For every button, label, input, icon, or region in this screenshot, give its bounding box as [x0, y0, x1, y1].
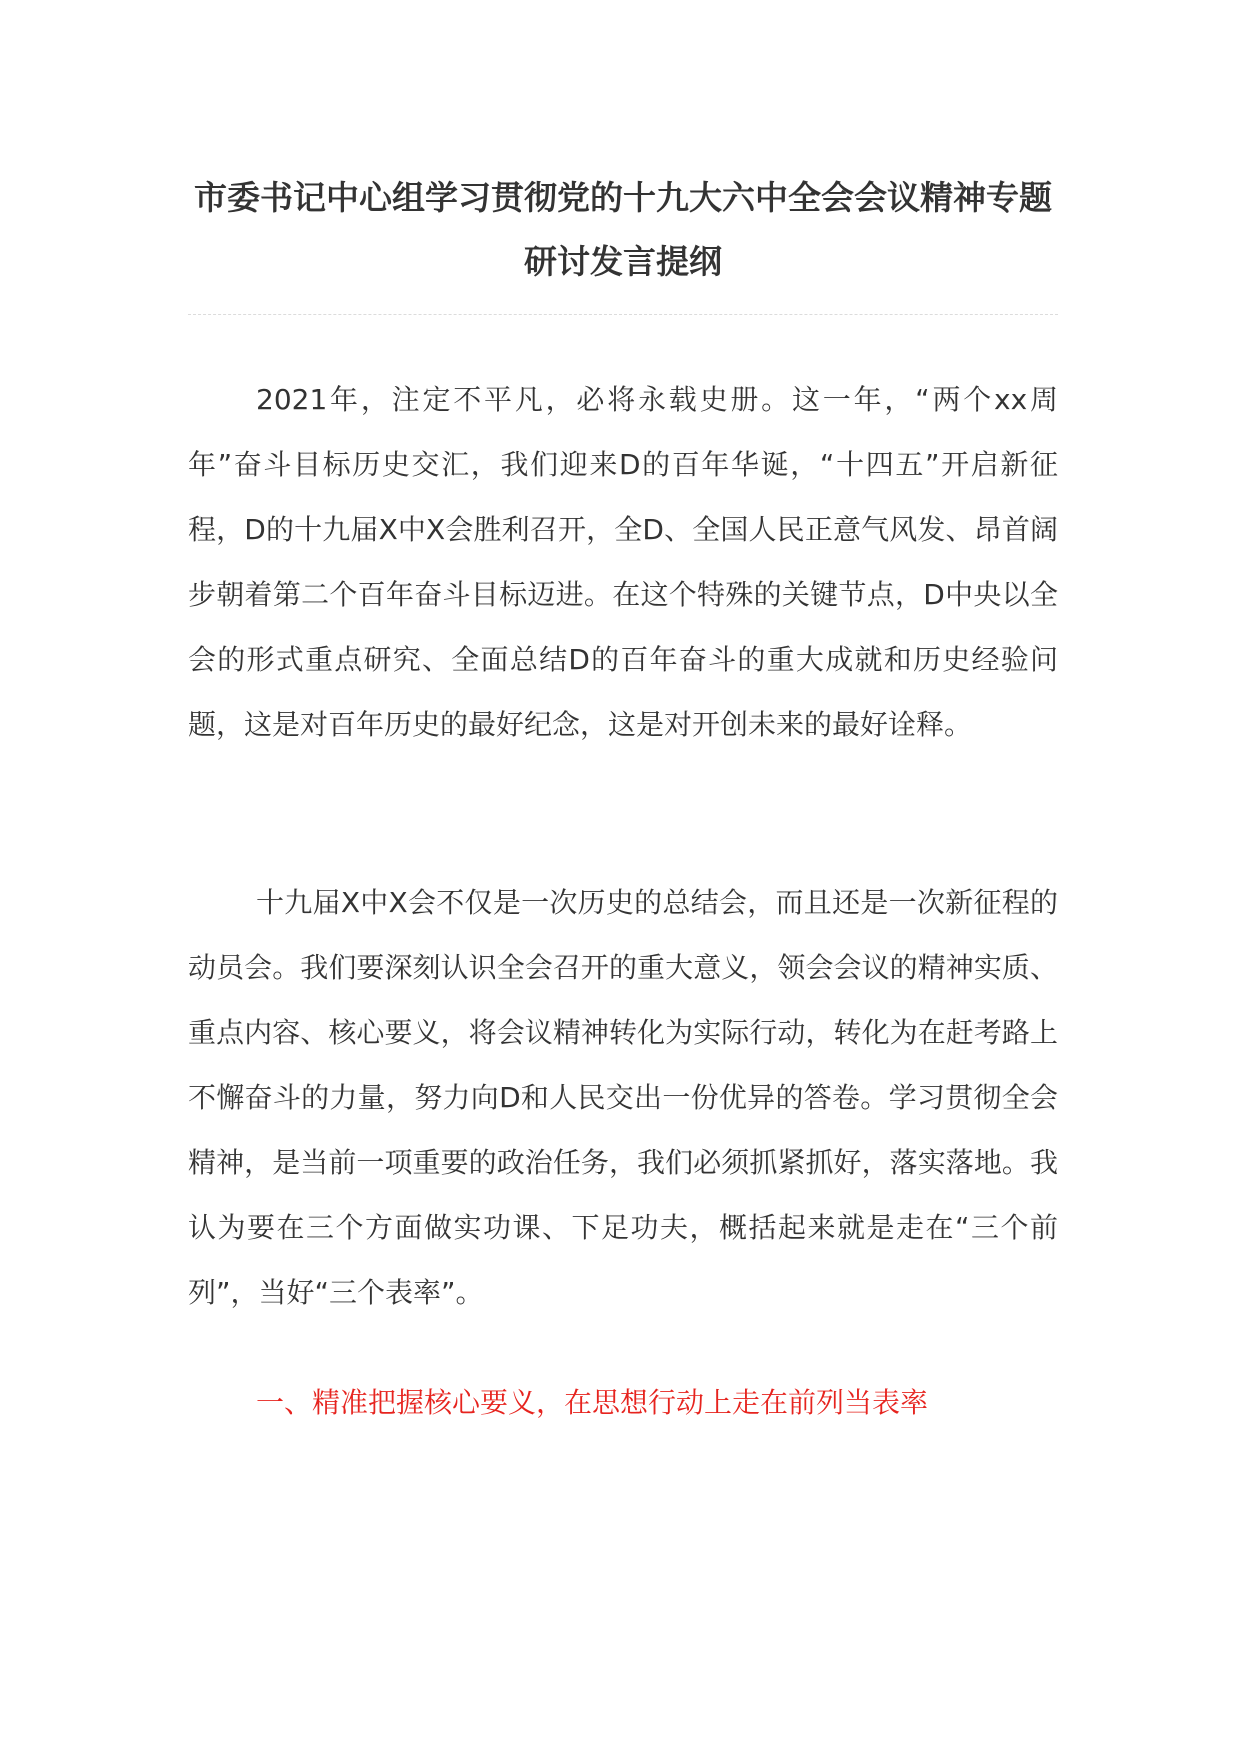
paragraph-intro: 2021年，注定不平凡，必将永载史册。这一年，“两个xx周年”奋斗目标历史交汇，我们迎来D的百年华诞，“十四五”开启新征程，D的十九届X中X会胜利召开，全D、全国人民正意气风发、昂首阔步朝着第二个百年奋斗目标迈进。在这个特殊的关键节点，D中央以全会的形式重点研究、全面总结D的百年奋斗的重大成就和历史经验问题，这是对百年历史的最好纪念，这是对开创未来的最好诠释。 — [188, 383, 1058, 741]
document-title: 市委书记中心组学习贯彻党的十九大六中全会会议精神专题研讨发言提纲 — [194, 178, 1052, 281]
section-heading: 一、精准把握核心要义，在思想行动上走在前列当表率 — [256, 1386, 929, 1419]
paragraph-second: 十九届X中X会不仅是一次历史的总结会，而且还是一次新征程的动员会。我们要深刻认识全会召开的重大意义，领会会议的精神实质、重点内容、核心要义，将会议精神转化为实际行动，转化为在赶考路上不懈奋斗的力量，努力向D和人民交出一份优异的答卷。学习贯彻全会精神，是当前一项重要的政治任务，我们必须抓紧抓好，落实落地。我认为要在三个方面做实功课、下足功夫，概括起来就是走在“三个前列”，当好“三个表率”。 — [188, 886, 1058, 1309]
title-divider — [188, 314, 1058, 315]
